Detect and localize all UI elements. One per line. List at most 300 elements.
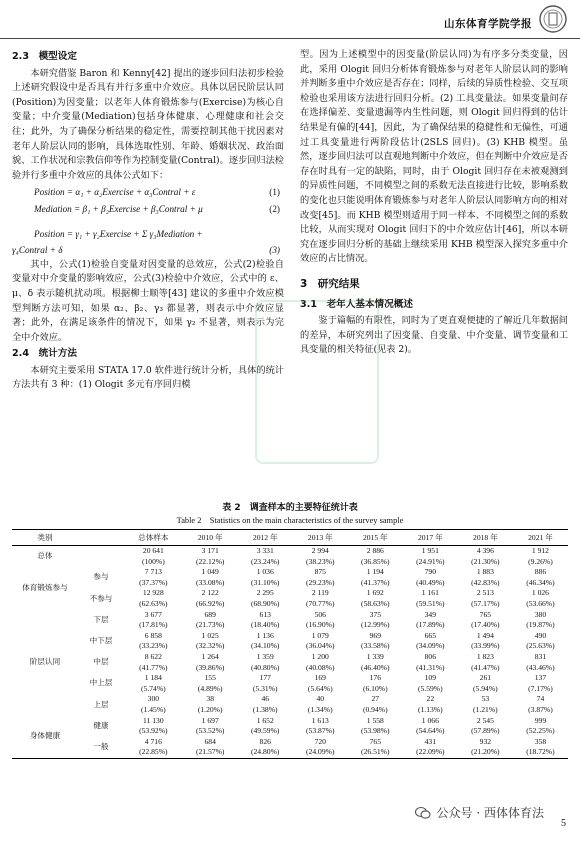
cell-percent: (21.57%) [195,747,225,757]
table-cell [458,631,513,652]
cell-count: 684 [204,736,216,746]
header-2015: 2015 年 [362,533,388,542]
formula-2 [12,202,284,217]
table-cell [238,588,293,609]
cell-percent: (17.40%) [471,620,500,630]
cell-count: 969 [369,630,381,640]
formula-1 [12,185,284,200]
table-cell [513,610,568,631]
cell-percent: (38.23%) [306,556,335,566]
table-cell [458,567,513,588]
cell-count: 999 [534,715,547,725]
table-cell [513,567,568,588]
table-cell [183,673,238,694]
cell-percent: (33.23%) [139,641,168,651]
cell-count: 506 [314,609,326,619]
table-cell [348,610,403,631]
table-cell [348,737,403,759]
cell-percent: (36.04%) [306,641,335,651]
cell-percent: (18.72%) [526,747,555,757]
cell-count: 20 641 [142,546,164,555]
cell-count: 2 545 [476,715,494,725]
table-cell [348,716,403,737]
cell-percent: (36.85%) [361,556,390,566]
table-cell [403,673,458,694]
cell-percent: (22.09%) [416,747,445,757]
cell-percent: (22.85%) [139,747,168,757]
table-row [12,652,568,673]
formula-3-number: (3) [269,245,280,256]
table-cell [183,652,238,673]
cell-percent: (34.09%) [416,641,445,651]
table-cell [124,694,183,715]
table-cell [348,673,403,694]
cell-percent: (41.77%) [139,662,168,672]
table-cell [293,652,348,673]
cell-count: 375 [369,609,381,619]
cell-count: 1 194 [366,567,384,577]
row-subcategory: 中上层 [89,678,113,688]
cell-count: 2 119 [311,588,329,598]
cell-count: 169 [314,673,326,683]
cell-percent: (57.17%) [471,598,500,608]
cell-percent: (1.20%) [197,704,223,714]
header-2018: 2018 年 [473,533,498,542]
cell-percent: (4.89%) [197,683,223,693]
cell-count: 4 396 [476,546,494,555]
cell-count: 22 [426,694,435,704]
cell-percent: (16.90%) [306,620,335,630]
table-cell [124,610,183,631]
cell-count: 1 339 [366,651,384,661]
section-2-3-title: 2.3 模型设定 [12,51,77,62]
cell-percent: (34.10%) [250,641,280,651]
table-cell [293,694,348,715]
table-cell [458,546,513,568]
table-cell [458,652,513,673]
formula-2-expr: Mediation = β₁ + β₂Exercise + β₃Contral + μ [34,203,203,214]
cell-count: 1 692 [366,588,384,598]
cell-count: 3 331 [256,546,274,555]
table-cell [513,716,568,737]
cell-percent: (5.59%) [417,683,443,693]
cell-percent: (1.21%) [473,704,498,714]
cell-count: 665 [424,630,437,640]
paragraph-model-setup: 本研究借鉴 Baron 和 Kenny[42] 提出的逐步回归法初步检验上述研究假设中是否具有并行多重中介效应。具体以居民阶层认同(Position)为因变量；以老年人体育锻炼参与(Exercise)为核心自变量；中介变量(Mediation)包括身体健康、心理健康和社会交往；此外，为了确保分析结果的稳定性，需要控制其他干扰因素对老年人阶层认同的影响，具体选取性别、年龄、婚姻状况、政治面貌、工作状况和宗教信仰等作为控制变量(Contral)。逐步回归法检验并行多重中介效应的具体公式如下： [12,67,284,181]
cell-count: 155 [204,673,216,683]
paragraph-overview: 鉴于篇幅的有限性，同时为了更直观便捷的了解近几年数据间的差异，本研究列出了因变量、自变量、中介变量、调节变量和工具变量的相关特征(见表 2)。 [300,315,568,356]
formula-1-expr: Position = α₁ + α₂Exercise + α₃Contral + ε [34,187,196,198]
cell-percent: (49.59%) [250,726,280,736]
table-cell [124,673,183,694]
cell-count: 137 [534,673,547,683]
table-cell [458,673,513,694]
cell-count: 74 [536,694,545,704]
table-row [12,588,568,609]
table-cell [238,631,293,652]
cell-percent: (5.94%) [473,683,498,693]
cell-count: 1 652 [256,715,274,725]
cell-percent: (40.49%) [416,577,445,587]
cell-count: 8 622 [144,651,162,661]
cell-percent: (58.63%) [361,598,390,608]
row-subcategory: 上层 [93,699,109,709]
table-cell [183,631,238,652]
row-category: 体育锻炼参与 [22,583,68,593]
table-row [12,567,568,588]
cell-count: 1 823 [476,651,494,661]
cell-percent: (12.99%) [361,620,390,630]
cell-percent: (100%) [141,556,165,566]
wechat-watermark [415,804,544,821]
cell-percent: (53.98%) [361,726,390,736]
cell-percent: (7.17%) [528,683,553,693]
cell-percent: (19.87%) [526,620,555,630]
cell-count: 380 [534,609,547,619]
table-cell [513,631,568,652]
table-cell [183,716,238,737]
cell-count: 2 122 [201,588,219,598]
cell-percent: (1.34%) [307,704,333,714]
table-cell [293,673,348,694]
table-cell [293,610,348,631]
cell-percent: (41.31%) [416,662,445,672]
cell-percent: (26.51%) [361,747,390,757]
cell-percent: (31.10%) [250,577,280,587]
header-2021: 2021 年 [528,533,553,542]
table-cell [183,567,238,588]
table-row [12,716,568,737]
cell-percent: (54.64%) [416,726,445,736]
table-cell [238,652,293,673]
cell-count: 2 513 [476,588,494,598]
table-cell [183,737,238,759]
cell-count: 1 558 [366,715,384,725]
cell-percent: (17.89%) [416,620,445,630]
table-cell [348,652,403,673]
cell-percent: (5.64%) [307,683,333,693]
cell-percent: (52.25%) [526,726,555,736]
paragraph-stat-methods: 本研究主要采用 STATA 17.0 软件进行统计分析，具体的统计方法共有 3 种：(1) Ologit 多元有序回归模 [12,364,284,391]
cell-count: 689 [204,609,216,619]
table-cell [348,694,403,715]
cell-count: 1 613 [311,715,329,725]
cell-count: 1 200 [311,651,329,661]
cell-count: 109 [424,673,437,683]
table-cell [348,631,403,652]
cell-count: 11 130 [143,715,164,725]
cell-count: 431 [424,736,437,746]
cell-percent: (24.80%) [250,747,280,757]
table-cell [238,567,293,588]
row-subcategory: 一般 [93,741,109,751]
formula-3-expr-a: Position = γ₁ + γ₂Exercise + Σ γ₃Mediation + [34,228,203,239]
row-subcategory: 不参与 [89,593,113,603]
cell-count: 300 [147,694,160,704]
table-row [12,737,568,759]
table-cell [403,567,458,588]
table-header-row [12,530,568,546]
table-cell [293,737,348,759]
cell-percent: (21.73%) [195,620,225,630]
table-cell [403,546,458,568]
cell-count: 1 912 [531,546,549,555]
table-cell [513,588,568,609]
table-body [12,546,568,759]
cell-count: 1 049 [201,567,219,577]
cell-count: 177 [259,673,271,683]
table-cell [124,567,183,588]
cell-percent: (41.37%) [361,577,390,587]
cell-percent: (9.26%) [528,556,553,566]
journal-name: 山东体育学院学报 [444,18,532,30]
cell-count: 12 928 [142,588,164,598]
table-cell [458,694,513,715]
cell-count: 38 [206,694,214,704]
cell-count: 1 066 [421,715,439,725]
table-cell [238,716,293,737]
cell-percent: (33.99%) [471,641,500,651]
table-cell [403,694,458,715]
formula-1-number: (1) [269,187,280,198]
cell-count: 806 [424,651,437,661]
cell-percent: (21.30%) [471,556,500,566]
table-cell [348,588,403,609]
table-cell [403,588,458,609]
header-2013: 2013 年 [307,533,333,542]
table-cell [403,737,458,759]
cell-percent: (22.12%) [195,556,225,566]
cell-count: 349 [424,609,437,619]
cell-count: 176 [369,673,381,683]
cell-percent: (25.63%) [526,641,555,651]
cell-percent: (39.86%) [195,662,225,672]
cell-count: 1 883 [476,567,494,577]
table-cell [124,588,183,609]
table-cell [238,546,293,568]
cell-percent: (23.24%) [250,556,280,566]
table-cell [183,694,238,715]
header-total: 总体样本 [138,533,169,542]
cell-percent: (29.23%) [306,577,335,587]
cell-count: 1 951 [421,546,439,555]
table-cell [513,694,568,715]
cell-percent: (41.47%) [471,662,500,672]
cell-percent: (42.83%) [471,577,500,587]
table-cell [403,716,458,737]
row-subcategory: 中层 [93,657,109,667]
cell-count: 765 [369,736,381,746]
cell-count: 1 025 [201,630,219,640]
cell-count: 7 713 [144,567,162,577]
cell-count: 27 [371,694,380,704]
cell-count: 1 697 [201,715,219,725]
header-2012: 2012 年 [252,533,278,542]
cell-count: 2 886 [366,546,384,555]
cell-count: 2 994 [311,546,329,555]
cell-percent: (0.94%) [362,704,388,714]
cell-count: 831 [534,651,547,661]
cell-percent: (53.87%) [306,726,335,736]
cell-count: 1 494 [476,630,494,640]
table-cell [348,546,403,568]
cell-percent: (62.63%) [139,598,168,608]
cell-percent: (1.13%) [417,704,443,714]
cell-percent: (3.87%) [528,704,553,714]
table-title-cn: 表 2 调查样本的主要特征统计表 [222,503,358,513]
cell-count: 4 716 [144,736,162,746]
table-cell [513,673,568,694]
paragraph-methods-cont: 型。因为上述模型中的因变量(阶层认同)为有序多分类变量，因此，采用 Ologit 回归分析体育锻炼参与对老年人阶层认同的影响并判断多重中介效应是否存在；同样，后续的异质性检验、交互项检验也采用该方法进行回归分析。(2) 工具变量法。如果变量间存在选择偏差、变量遗漏等内生性问题，则 Ologit 回归得到的估计结果是有偏的[44]，因此，为了确保结果的稳健性和无偏性，可通过工具变量进行两阶段估计(2SLS 回归)。(3) KHB 模型。虽然，逐步回归法可以直观地判断中介效应，但在判断中介效应是否存在时具有一定的缺陷，同时，由于 Ologit 回归存在未被观测到的异质性问题，不同模型之间的系数无法直接进行比较，影响系数的变化也只能说明体育锻炼参与对老年人阶层认同影响方向的相对改变[45]。而 KHB 模型则适用于同一样本、不同模型之间的系数比较，从而实现对 Ologit 回归下的中介效应估计[46]，所以本研究在逐步回归分析的基础上继续采用 KHB 模型深入探究多重中介效应的占比情况。 [300,49,568,265]
table-cell [458,716,513,737]
table-row [12,631,568,652]
cell-percent: (1.38%) [252,704,278,714]
journal-logo-icon [538,4,568,34]
cell-count: 1 359 [256,651,274,661]
cell-percent: (33.08%) [195,577,225,587]
table-cell [238,673,293,694]
table-cell [403,610,458,631]
row-subcategory: 中下层 [89,636,113,646]
table-row [12,673,568,694]
cell-percent: (6.10%) [362,683,388,693]
watermark-text: 公众号 · 西体体育法 [436,806,544,820]
cell-count: 53 [481,694,490,704]
page-number: 5 [561,818,566,829]
cell-percent: (53.92%) [139,726,168,736]
table-cell [293,546,348,568]
table-cell [348,567,403,588]
header-category: 类别 [37,533,53,542]
table-cell [513,652,568,673]
paragraph-formula-explanation: 其中，公式(1)检验自变量对因变量的总效应，公式(2)检验自变量对中介变量的影响效应，公式(3)检验中介效应，公式中的 ε、μ、δ 表示随机扰动项。根据柳士顺等[43] 建议的多重中介效应模型判断方法可知，如果 α₂、β₂、γ₃ 都显著，则表示中介效应显著；此外，在满足该条件的情况下，如果 γ₂ 不显著，则表示为完全中介效应。 [12,258,284,343]
cell-count: 826 [259,736,271,746]
cell-percent: (70.77%) [306,598,335,608]
table-cell [403,652,458,673]
table-cell [513,737,568,759]
cell-percent: (24.09%) [306,747,335,757]
cell-count: 875 [314,567,326,577]
cell-percent: (46.34%) [526,577,555,587]
cell-count: 1 026 [531,588,549,598]
table-cell [183,610,238,631]
table-cell [124,546,183,568]
cell-count: 40 [316,694,325,704]
cell-count: 720 [314,736,326,746]
formula-3-line1 [12,227,284,242]
formula-3-line2 [12,243,284,258]
table-cell [513,546,568,568]
cell-count: 886 [534,567,547,577]
section-3-1-title: 3.1 老年人基本情况概述 [300,298,413,310]
cell-count: 1 036 [256,567,274,577]
cell-percent: (46.40%) [361,662,390,672]
table-cell [183,546,238,568]
cell-percent: (32.32%) [195,641,225,651]
left-column [12,48,284,393]
table-2 [12,500,568,759]
cell-percent: (40.08%) [306,662,335,672]
cell-percent: (1.45%) [141,704,166,714]
statistics-table [12,529,568,759]
cell-percent: (66.92%) [195,598,225,608]
cell-count: 46 [261,694,270,704]
row-subcategory [78,546,124,568]
row-subcategory: 下层 [93,614,109,624]
table-cell [124,716,183,737]
cell-percent: (17.81%) [139,620,168,630]
header-2017: 2017 年 [417,533,443,542]
table-cell [293,567,348,588]
page-header [0,0,580,39]
table-cell [238,610,293,631]
table-row [12,610,568,631]
cell-count: 1 184 [144,673,162,683]
row-subcategory: 健康 [93,720,109,730]
cell-count: 765 [479,609,492,619]
cell-percent: (68.90%) [250,598,280,608]
cell-count: 613 [259,609,271,619]
table-cell [293,716,348,737]
table-cell [124,737,183,759]
section-2-4-title: 2.4 统计方法 [12,348,77,360]
faint-watermark-stamp [255,300,379,464]
cell-count: 2 295 [256,588,274,598]
row-category: 身体健康 [29,731,61,741]
table-cell [458,737,513,759]
table-cell [403,631,458,652]
cell-count: 261 [479,673,492,683]
formula-2-number: (2) [269,203,280,214]
cell-percent: (18.40%) [250,620,280,630]
cell-percent: (43.46%) [526,662,555,672]
cell-count: 358 [534,736,547,746]
wechat-icon [415,806,431,820]
row-category: 总体 [37,551,53,561]
cell-percent: (5.74%) [141,683,166,693]
table-cell [183,588,238,609]
cell-percent: (5.31%) [252,683,278,693]
header-2010: 2010 年 [197,533,223,542]
cell-percent: (37.37%) [139,577,168,587]
table-cell [458,588,513,609]
cell-count: 3 677 [144,609,162,619]
formula-3-expr-b: γ₄Contral + δ [12,245,63,256]
table-cell [238,694,293,715]
table-row [12,546,568,568]
cell-percent: (40.80%) [250,662,280,672]
cell-percent: (53.52%) [195,726,225,736]
cell-count: 1 136 [256,630,274,640]
cell-percent: (53.66%) [526,598,555,608]
row-subcategory: 参与 [93,572,109,582]
table-cell [238,737,293,759]
cell-count: 3 171 [201,546,219,555]
cell-count: 932 [479,736,492,746]
row-category: 阶层认同 [29,657,61,667]
table-cell [293,588,348,609]
cell-count: 790 [424,567,437,577]
cell-percent: (57.89%) [471,726,500,736]
cell-percent: (33.58%) [361,641,390,651]
cell-count: 1 264 [201,651,219,661]
cell-count: 490 [534,630,547,640]
cell-count: 6 858 [144,630,162,640]
header-subcategory [78,530,124,546]
section-3-title: 3 研究结果 [300,277,360,290]
table-cell [293,631,348,652]
table-cell [124,652,183,673]
